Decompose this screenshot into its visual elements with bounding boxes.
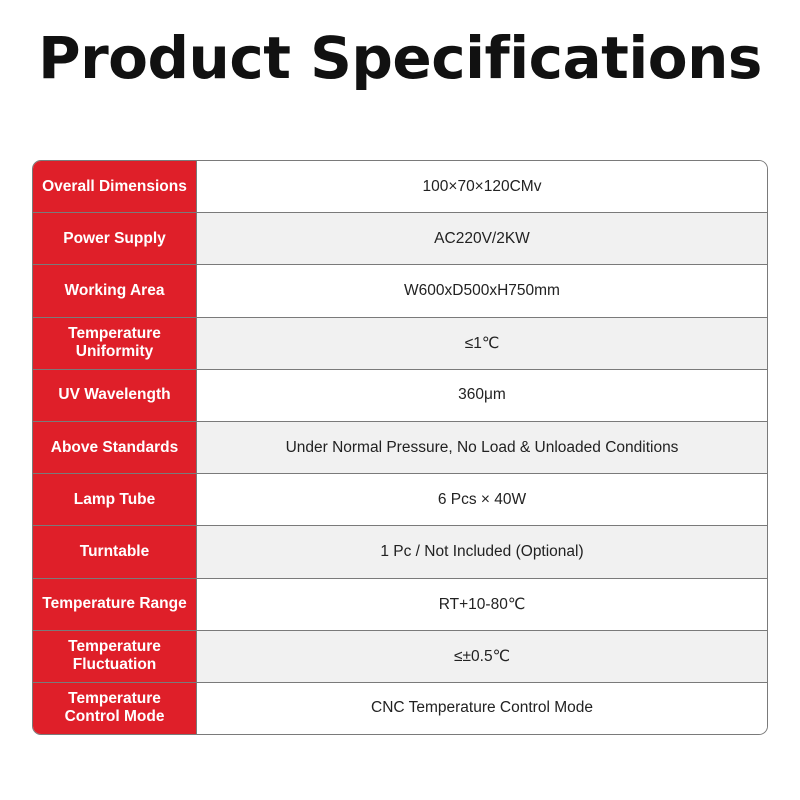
spec-value: Under Normal Pressure, No Load & Unloaded Conditions [197,422,767,473]
spec-label: Temperature Range [33,579,197,630]
spec-label: Overall Dimensions [33,161,197,212]
spec-label: Working Area [33,265,197,316]
spec-label: Temperature Uniformity [33,318,197,369]
spec-row-temperature-uniformity [33,317,767,369]
spec-label: UV Wavelength [33,370,197,421]
spec-value: 360μm [197,370,767,421]
spec-value: CNC Temperature Control Mode [197,683,767,734]
page-title: Product Specifications [38,24,762,92]
spec-label: Lamp Tube [33,474,197,525]
spec-value: 6 Pcs × 40W [197,474,767,525]
spec-row-power-supply [33,212,767,264]
spec-label: Power Supply [33,213,197,264]
spec-value: 1 Pc / Not Included (Optional) [197,526,767,577]
spec-value: ≤±0.5℃ [197,631,767,682]
spec-label: Temperature Fluctuation [33,631,197,682]
spec-label: Temperature Control Mode [33,683,197,734]
spec-row-uv-wavelength [33,369,767,421]
spec-label: Above Standards [33,422,197,473]
spec-row-temperature-range [33,578,767,630]
spec-value: RT+10-80℃ [197,579,767,630]
spec-value: W600xD500xH750mm [197,265,767,316]
spec-label: Turntable [33,526,197,577]
spec-row-working-area [33,264,767,316]
spec-value: AC220V/2KW [197,213,767,264]
spec-row-turntable [33,525,767,577]
spec-row-temperature-fluctuation [33,630,767,682]
spec-row-temperature-control-mode [33,682,767,734]
spec-row-lamp-tube [33,473,767,525]
spec-row-overall-dimensions [33,161,767,212]
spec-value: ≤1℃ [197,318,767,369]
spec-value: 100×70×120CMv [197,161,767,212]
spec-row-above-standards [33,421,767,473]
spec-table [32,160,768,735]
